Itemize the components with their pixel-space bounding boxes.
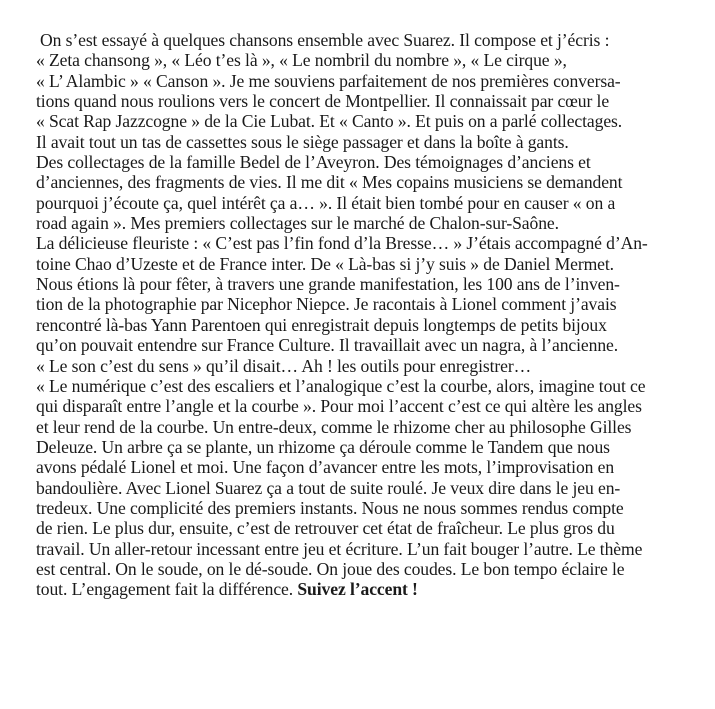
text-line: « Scat Rap Jazzcogne » de la Cie Lubat. Et « Canto ». Et puis on a parlé collectages. bbox=[36, 111, 623, 132]
body-text bbox=[36, 30, 696, 600]
text-line: tion de la photographie par Nicephor Niepce. Je racontais à Lionel comment j’avais bbox=[36, 294, 617, 315]
text-line: d’anciennes, des fragments de vies. Il me dit « Mes copains musiciens se demandent bbox=[36, 172, 623, 193]
text-line: La délicieuse fleuriste : « C’est pas l’fin fond d’la Bresse… » J’étais accompagné d’An- bbox=[36, 233, 648, 254]
last-text-line bbox=[36, 579, 696, 599]
text-line: travail. Un aller-retour incessant entre jeu et écriture. L’un fait bouger l’autre. Le thème bbox=[36, 538, 643, 559]
text-line: « Le son c’est du sens » qu’il disait… Ah ! les outils pour enregistrer… bbox=[36, 355, 532, 376]
last-line-text: tout. L’engagement fait la différence. bbox=[36, 579, 298, 600]
text-line: rencontré là-bas Yann Parentoen qui enregistrait depuis longtemps de petits bijoux bbox=[36, 314, 607, 335]
text-line: On s’est essayé à quelques chansons ensemble avec Suarez. Il compose et j’écris : bbox=[40, 30, 610, 50]
text-line: « L’ Alambic » « Canson ». Je me souviens parfaitement de nos premières conversa- bbox=[36, 70, 621, 91]
text-line: qu’on pouvait entendre sur France Culture. Il travaillait avec un nagra, à l’ancienne. bbox=[36, 335, 619, 356]
text-line: Nous étions là pour fêter, à travers une grande manifestation, les 100 ans de l’inven- bbox=[36, 274, 620, 295]
text-line: Il avait tout un tas de cassettes sous le siège passager et dans la boîte à gants. bbox=[36, 131, 569, 152]
text-line: et leur rend de la courbe. Un entre-deux, comme le rhizome cher au philosophe Gilles bbox=[36, 416, 632, 437]
text-line: qui disparaît entre l’angle et la courbe ». Pour moi l’accent c’est ce qui altère les angles bbox=[36, 396, 642, 417]
text-line: pourquoi j’écoute ça, quel intérêt ça a… ». Il était bien tombé pour en causer « on a bbox=[36, 192, 616, 213]
text-line: bandoulière. Avec Lionel Suarez ça a tout de suite roulé. Je veux dire dans le jeu en- bbox=[36, 477, 621, 498]
text-line: Des collectages de la famille Bedel de l’Aveyron. Des témoignages d’anciens et bbox=[36, 152, 591, 173]
text-line: tredeux. Une complicité des premiers instants. Nous ne nous sommes rendus compte bbox=[36, 497, 624, 518]
text-line: « Zeta chansong », « Léo t’es là », « Le nombril du nombre », « Le cirque », bbox=[36, 50, 567, 71]
text-line: Deleuze. Un arbre ça se plante, un rhizome ça déroule comme le Tandem que nous bbox=[36, 436, 610, 457]
closing-bold-phrase: Suivez l’accent ! bbox=[297, 579, 418, 600]
text-line: avons pédalé Lionel et moi. Une façon d’avancer entre les mots, l’improvisation en bbox=[36, 457, 615, 478]
text-line: road again ». Mes premiers collectages sur le marché de Chalon-sur-Saône. bbox=[36, 213, 559, 234]
text-line: « Le numérique c’est des escaliers et l’analogique c’est la courbe, alors, imagine tout ce bbox=[36, 375, 646, 396]
text-line: est central. On le soude, on le dé-soude. On joue des coudes. Le bon tempo éclaire le bbox=[36, 558, 625, 579]
text-line: tions quand nous roulions vers le concert de Montpellier. Il connaissait par cœur le bbox=[36, 91, 610, 112]
text-line: toine Chao d’Uzeste et de France inter. De « Là-bas si j’y suis » de Daniel Mermet. bbox=[36, 253, 614, 274]
text-line: de rien. Le plus dur, ensuite, c’est de retrouver cet état de fraîcheur. Le plus gros du bbox=[36, 518, 615, 539]
